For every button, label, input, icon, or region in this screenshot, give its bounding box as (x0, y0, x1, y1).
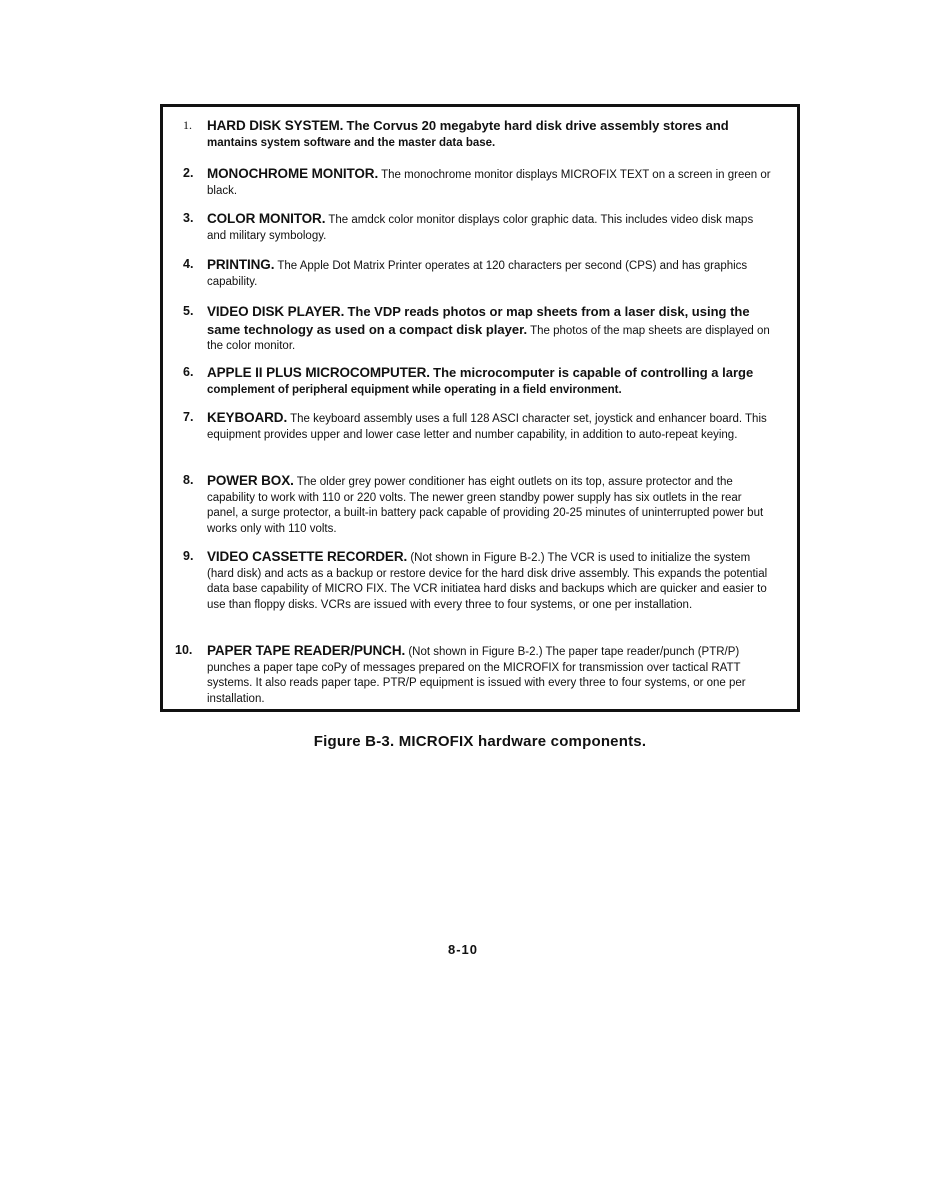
item-title: HARD DISK SYSTEM. (207, 118, 344, 133)
components-frame (160, 104, 800, 712)
component-item (183, 166, 771, 200)
item-title: PRINTING. (207, 257, 275, 272)
item-lead: The VDP reads photos or map sheets from a laser disk, using the same technology as used on a compact disk player. (207, 304, 750, 337)
item-text: (Not shown in Figure B-2.) The paper tape reader/punch (PTR/P) punches a paper tape coPy of messages prepared on the MICROFIX for transmission over tactical RATT systems. It also reads paper tape. PTR/P equipment is issued with every three to four systems, or one per installation. (207, 646, 746, 705)
item-number: 9. (183, 549, 194, 563)
figure-caption: Figure B-3. MICROFIX hardware components. (313, 733, 647, 750)
item-text: The keyboard assembly uses a full 128 ASCI character set, joystick and enhancer board. This equipment provides upper and lower case letter and number capability, in addition to auto-repeat keying. (207, 413, 767, 441)
item-text: mantains system software and the master data base. (207, 136, 496, 149)
item-title: APPLE II PLUS MICROCOMPUTER. (207, 365, 430, 380)
component-item (183, 118, 771, 152)
component-item (183, 473, 771, 539)
component-item (183, 365, 771, 399)
item-number: 5. (183, 304, 194, 318)
item-number: 6. (183, 365, 194, 379)
item-number: 1. (183, 118, 192, 132)
page-number: 8-10 (447, 942, 479, 957)
component-item (183, 211, 771, 245)
item-number: 4. (183, 257, 194, 271)
item-text: The amdck color monitor displays color graphic data. This includes video disk maps and military symbology. (207, 214, 754, 242)
component-item (183, 410, 771, 460)
item-lead: The microcomputer is capable of controlling a large (433, 365, 754, 380)
item-text: The older grey power conditioner has eight outlets on its top, assure protector and the capability to work with 110 or 220 volts. The newer green standby power supply has six outlets in the rear panel, a surge protector, a built-in battery pack capable of providing 20-25 minutes of uninterrupted power but works only with 110 volts. (207, 476, 764, 535)
item-text: The monochrome monitor displays MICROFIX TEXT on a screen in green or black. (207, 169, 771, 197)
item-number: 7. (183, 410, 194, 424)
item-title: MONOCHROME MONITOR. (207, 166, 379, 181)
item-text: The Apple Dot Matrix Printer operates at 120 characters per second (CPS) and has graphics capability. (207, 260, 748, 288)
item-title: VIDEO DISK PLAYER. (207, 304, 345, 319)
item-title: COLOR MONITOR. (207, 211, 326, 226)
component-item (183, 549, 771, 631)
item-title: VIDEO CASSETTE RECORDER. (207, 549, 408, 564)
component-item (175, 643, 771, 709)
item-title: KEYBOARD. (207, 410, 288, 425)
item-number: 2. (183, 166, 194, 180)
component-item (183, 257, 771, 291)
item-title: PAPER TAPE READER/PUNCH. (207, 643, 406, 658)
item-text: complement of peripheral equipment while operating in a field environment. (207, 383, 622, 396)
item-title: POWER BOX. (207, 473, 294, 488)
component-item (183, 304, 771, 354)
item-number: 8. (183, 473, 194, 487)
item-lead: The Corvus 20 megabyte hard disk drive assembly stores and (346, 118, 729, 133)
item-text: (Not shown in Figure B-2.) The VCR is used to initialize the system (hard disk) and acts as a backup or restore device for the hard disk drive assembly. This expands the potential data base capability of MICRO FIX. The VCR initiatea hard disks and backups which are quicker and easier to use than floppy disks. VCRs are issued with every three to four systems, or one per installation. (207, 552, 768, 611)
item-number: 10. (175, 643, 193, 657)
item-text: The photos of the map sheets are displayed on the color monitor. (207, 324, 770, 352)
item-number: 3. (183, 211, 194, 225)
